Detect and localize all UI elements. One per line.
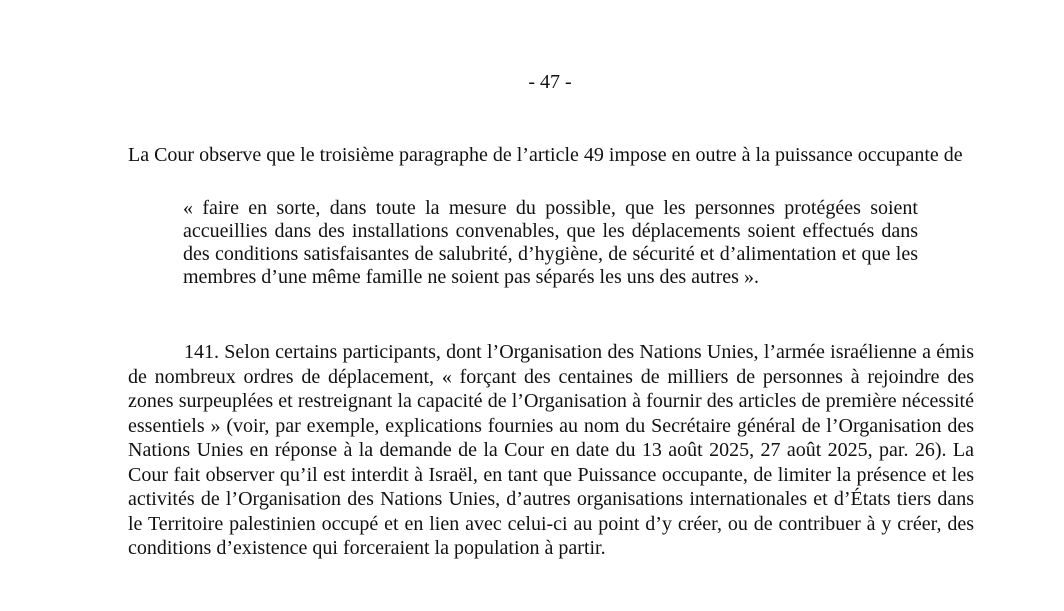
intro-paragraph: La Cour observe que le troisième paragraphe de l’article 49 impose en outre à la puissance occupante de <box>128 144 963 166</box>
paragraph-141-text: Selon certains participants, dont l’Organisation des Nations Unies, l’armée israélienne a émis de nombreux ordres de déplacement, « forçant des centaines de milliers de personnes à rejoindre des zones surpeuplées et restreignant la capacité de l’Organisation à fournir des articles de première nécessité essentiels » (voir, par exemple, explications fournies au nom du Secrétaire général de l’Organisation des Nations Unies en réponse à la demande de la Cour en date du 13 août 2025, 27 août 2025, par. 26). La Cour fait observer qu’il est interdit à Israël, en tant que Puissance occupante, de limiter la présence et les activités de l’Organisation des Nations Unies, d’autres organisations internationales et d’États tiers dans le Territoire palestinien occupé et en lien avec celui-ci au point d’y créer, ou de contribuer à y créer, des conditions d’existence qui forceraient la population à partir. <box>128 341 975 559</box>
paragraph-141 <box>128 340 974 561</box>
paragraph-number: 141. <box>184 341 219 363</box>
quoted-article-text: « faire en sorte, dans toute la mesure du possible, que les personnes protégées soient accueillies dans des installations convenables, que les déplacements soient effectués dans des conditions satisfaisantes de salubrité, d’hygiène, de sécurité et d’alimentation et que les membres d’une même famille ne soient pas séparés les uns des autres ». <box>183 197 918 288</box>
page-number: - 47 - <box>528 71 572 93</box>
